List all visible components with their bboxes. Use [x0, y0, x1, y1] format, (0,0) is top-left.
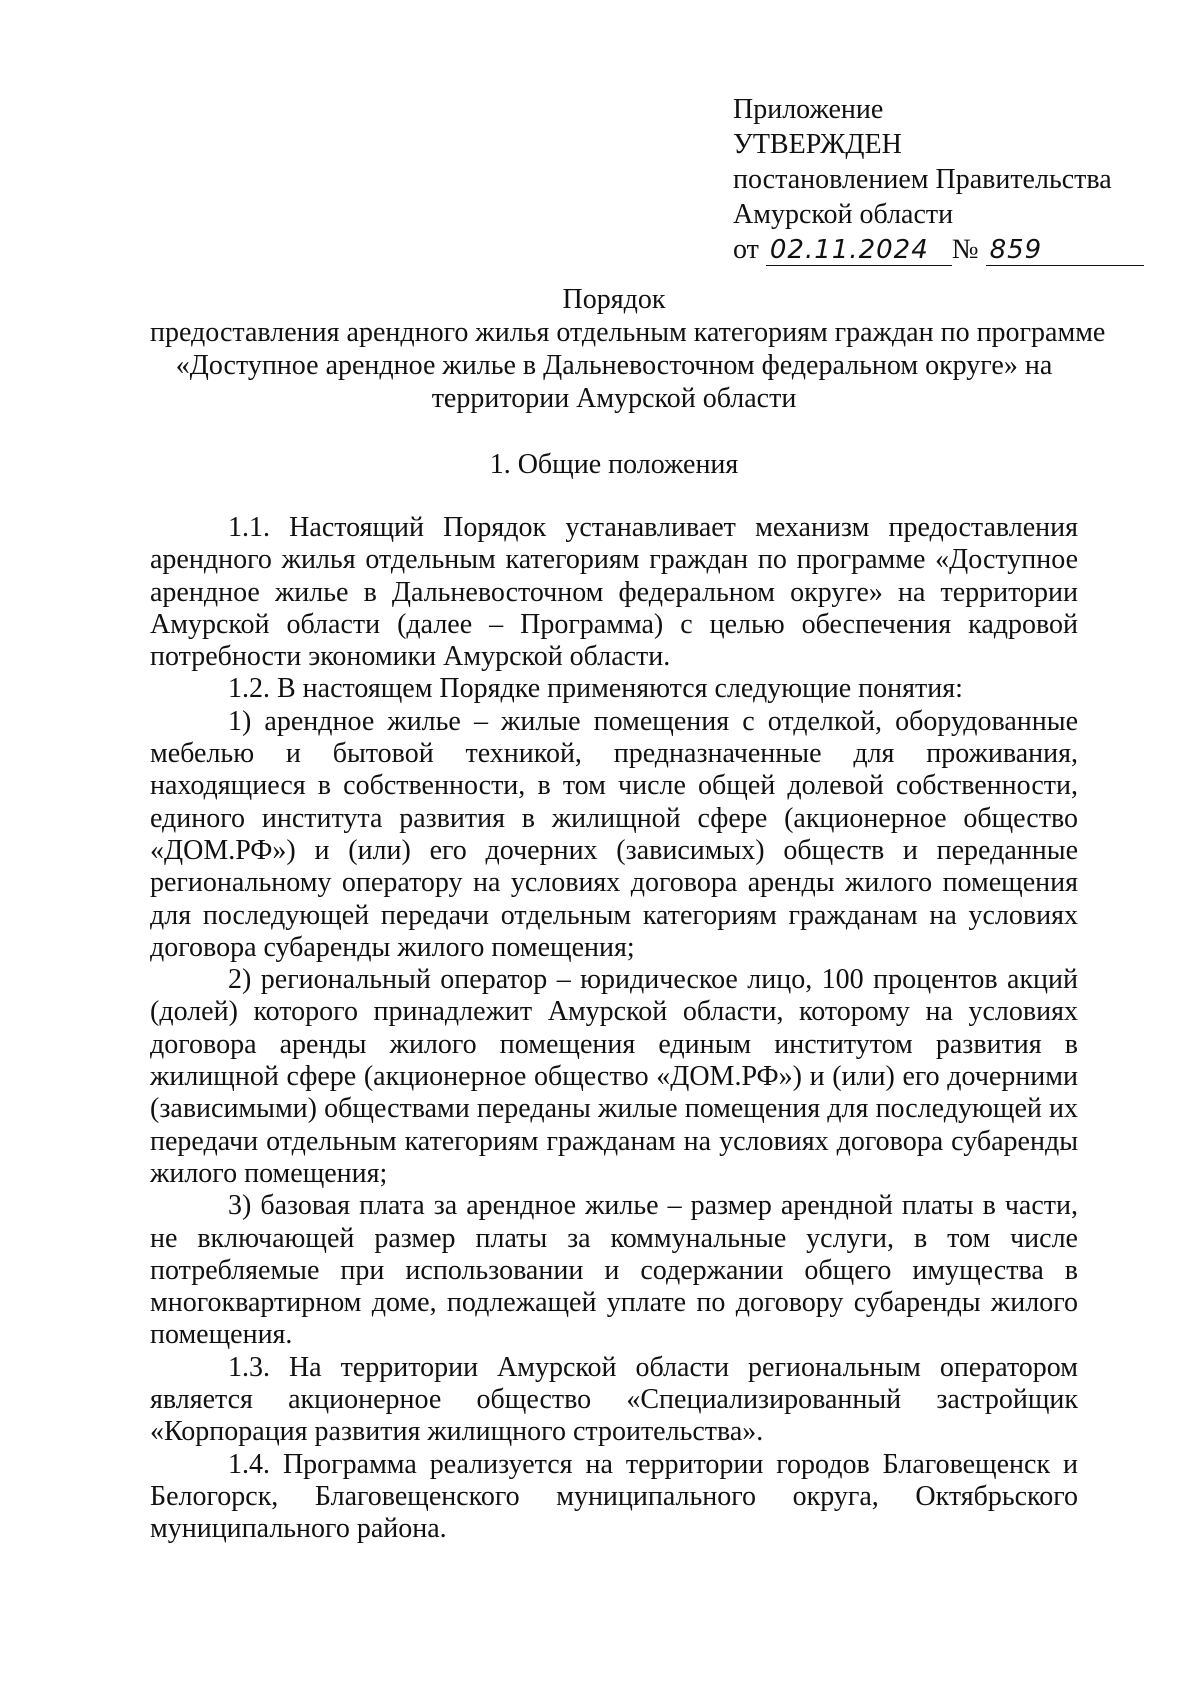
- section-heading: 1. Общие положения: [489, 449, 739, 480]
- appendix-label: Приложение: [733, 94, 884, 125]
- title-line-1: Порядок: [562, 284, 666, 315]
- paragraph-1-2: 1.2. В настоящем Порядке применяются следующие понятия:: [228, 673, 963, 705]
- paragraph-1-1: 1.1. Настоящий Порядок устанавливает механизм предоставления арендного жилья отдельным категориям граждан по программе «Доступное арендное жилье в Дальневосточном федеральном округе» на территории Амурской области (далее – Программа) с целью обеспечения кадровой потребности экономики Амурской области.: [150, 512, 1078, 673]
- number-sign: №: [951, 234, 979, 265]
- from-label: от: [733, 234, 759, 265]
- definition-item-3: 3) базовая плата за арендное жилье – размер арендной платы в части, не включающей размер платы за коммунальные услуги, в том числе потребляемые при использовании и содержании общего имущества в многоквартирном доме, подлежащей уплате по договору субаренды жилого помещения.: [150, 1190, 1078, 1351]
- paragraph-1-4: 1.4. Программа реализуется на территории городов Благовещенск и Белогорск, Благовещенского муниципального округа, Октябрьского муниципального района.: [150, 1448, 1078, 1545]
- document-title: [150, 283, 1106, 415]
- document-body: [150, 512, 1078, 1546]
- definition-item-2: 2) региональный оператор – юридическое лицо, 100 процентов акций (долей) которого принадлежит Амурской области, которому на условиях договора аренды жилого помещения единым институтом развития в жилищной сфере (акционерное общество «ДОМ.РФ») и (или) его дочерними (зависимыми) обществами переданы жилые помещения для последующей их передачи отдельным категориям гражданам на условиях договора субаренды жилого помещения;: [150, 964, 1078, 1189]
- title-line-3: «Доступное арендное жилье в Дальневосточном федеральном округе» на: [175, 350, 1053, 381]
- paragraph-1-3: 1.3. На территории Амурской области региональным оператором является акционерное общество «Специализированный застройщик «Корпорация развития жилищного строительства».: [150, 1351, 1078, 1448]
- region-label: Амурской области: [733, 199, 954, 230]
- approved-label: УТВЕРЖДЕН: [733, 129, 902, 160]
- date-number-line: [733, 232, 1153, 267]
- title-line-4: территории Амурской области: [431, 383, 797, 414]
- decree-label: постановлением Правительства: [733, 164, 1112, 195]
- handwritten-date: 02.11.2024: [766, 235, 952, 266]
- handwritten-number: 859: [986, 235, 1144, 266]
- approval-block: [733, 92, 1153, 267]
- title-line-2: предоставления арендного жилья отдельным категориям граждан по программе: [150, 317, 1106, 348]
- definition-item-1: 1) арендное жилье – жилые помещения с отделкой, оборудованные мебелью и бытовой техникой, предназначенные для проживания, находящиеся в собственности, в том числе общей долевой собственности, единого института развития в жилищной сфере (акционерное общество «ДОМ.РФ») и (или) его дочерних (зависимых) обществ и переданные региональному оператору на условиях договора аренды жилого помещения для последующей передачи отдельным категориям гражданам на условиях договора субаренды жилого помещения;: [150, 705, 1078, 963]
